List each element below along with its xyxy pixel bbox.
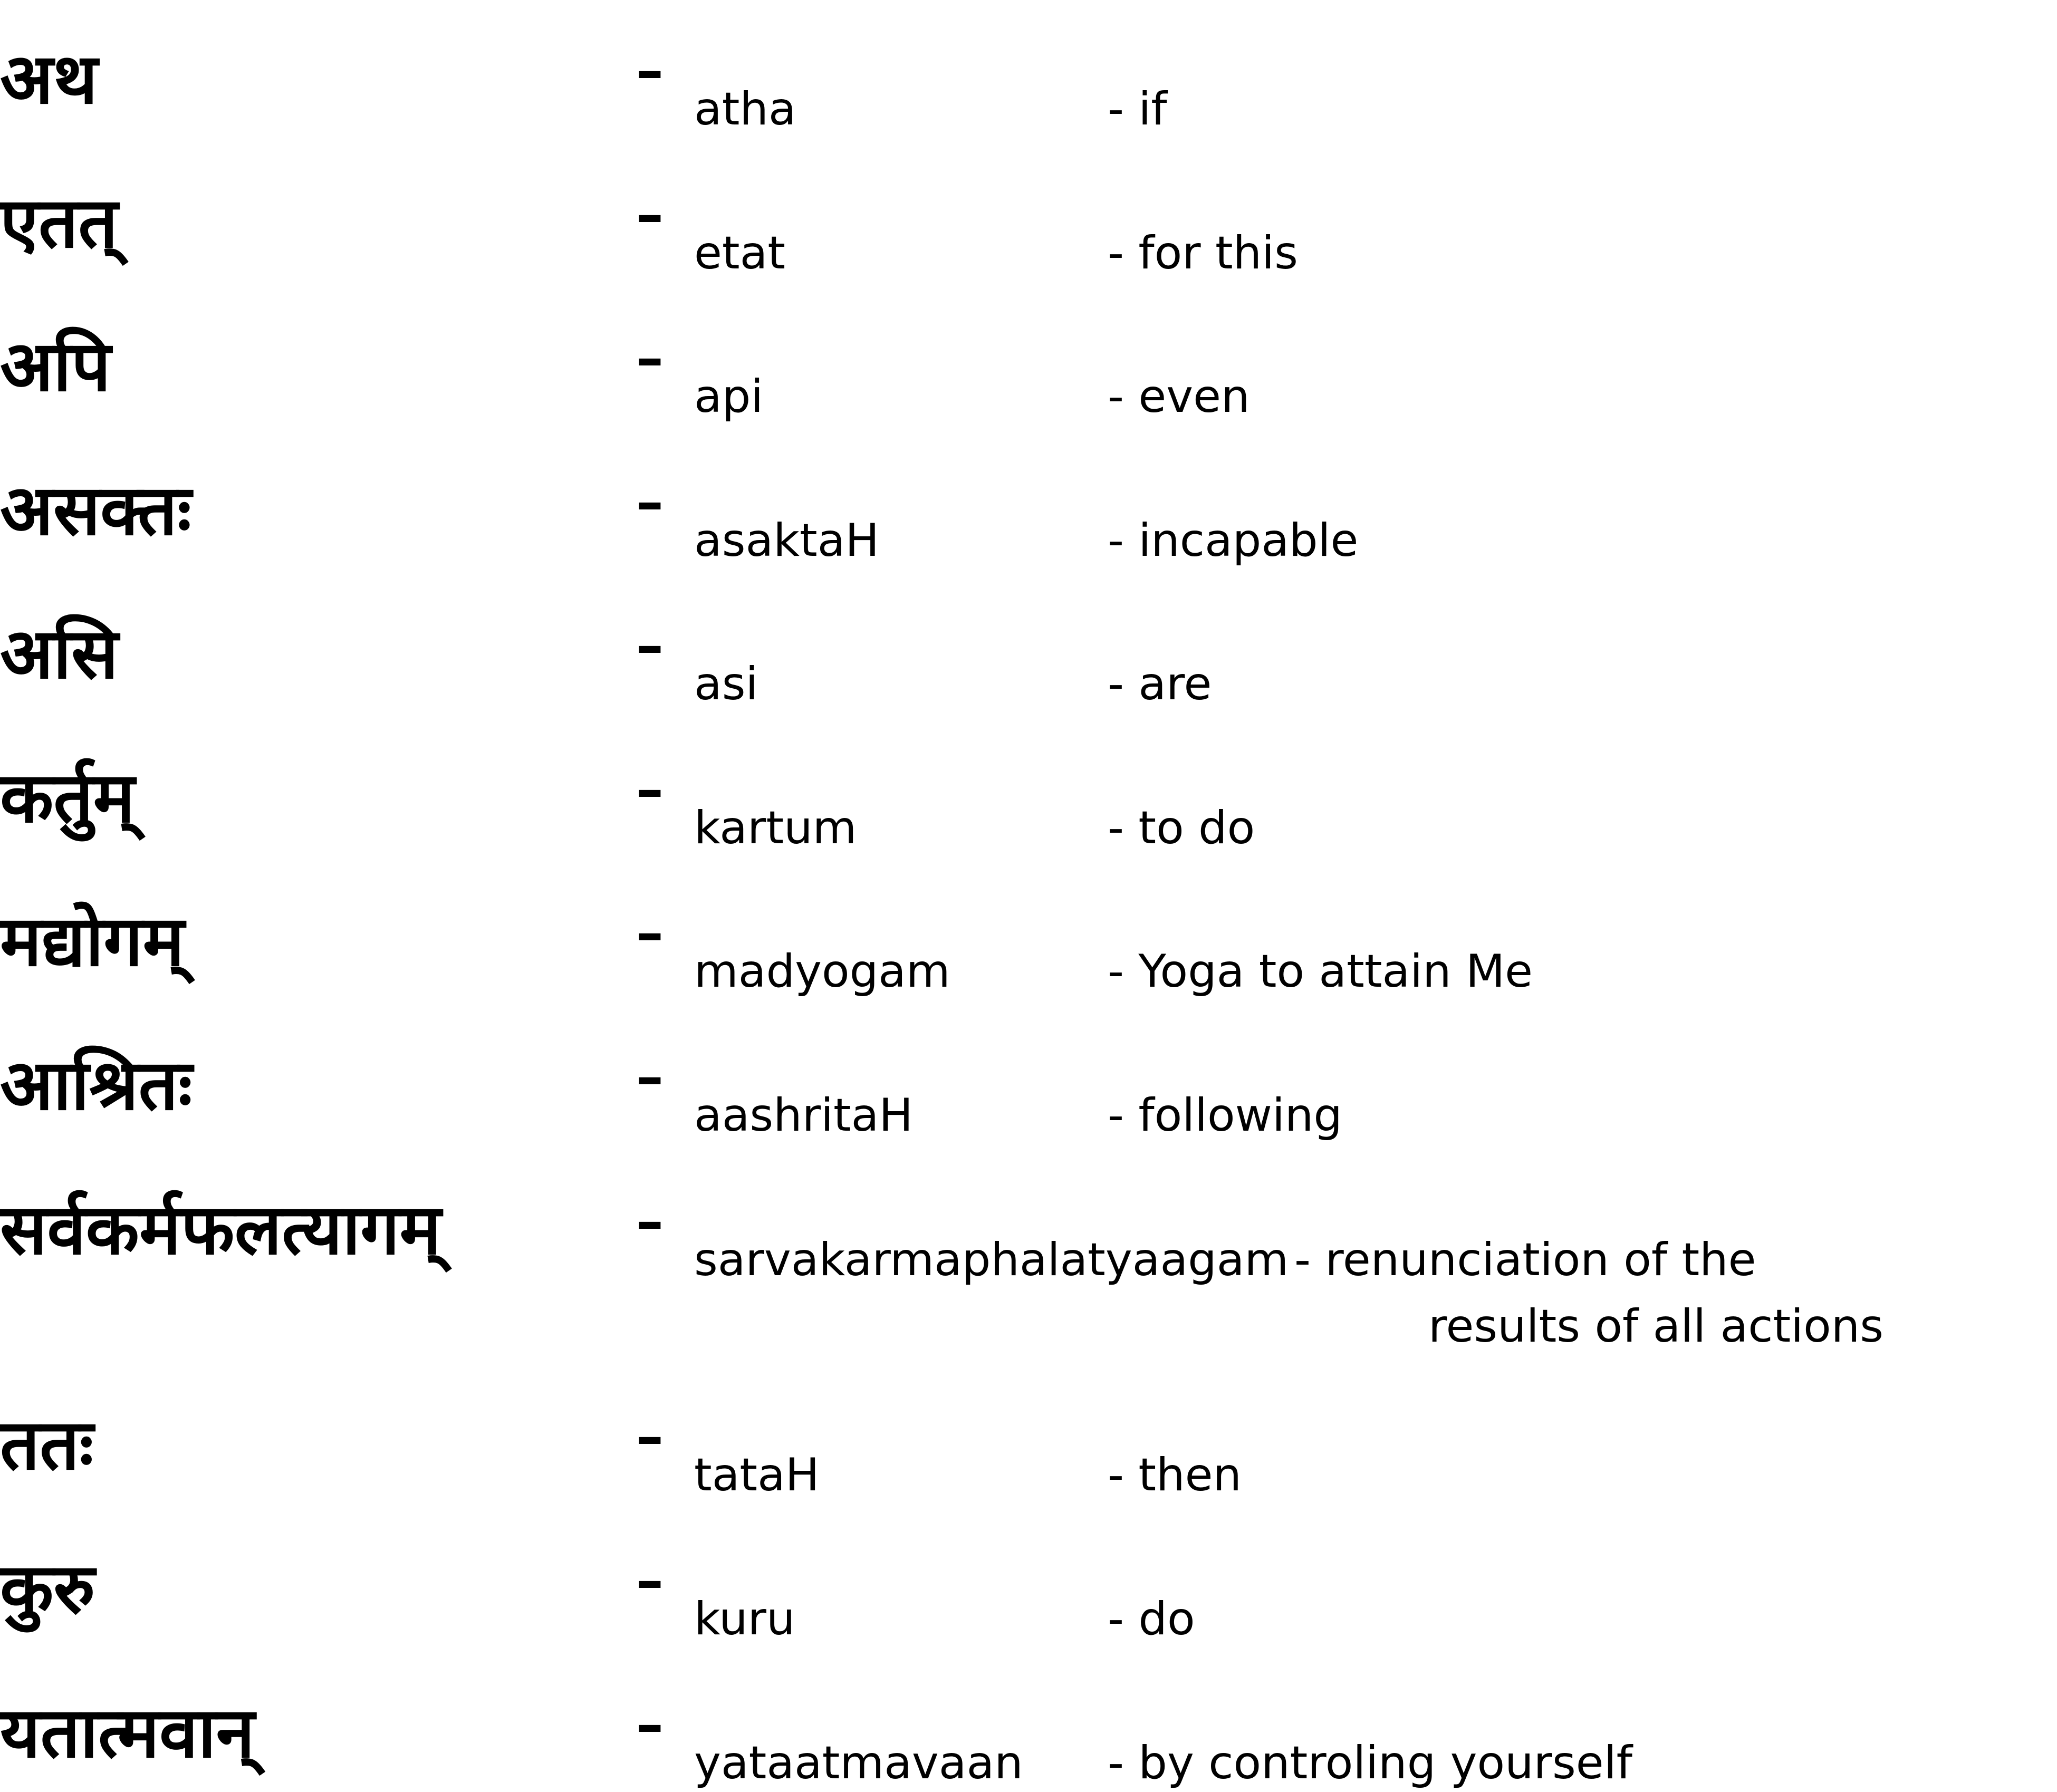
meaning: - to do (1108, 802, 1255, 854)
transliteration: api (694, 370, 764, 423)
meaning: - for this (1108, 227, 1298, 280)
vocab-row-aashritah (0, 1038, 2057, 1143)
sanskrit-word: यतात्मवान् (0, 1692, 255, 1774)
meaning: - are (1108, 658, 1212, 710)
vocab-row-kuru (0, 1541, 2057, 1647)
sanskrit-word: अथ (0, 38, 98, 120)
sanskrit-word: असि (0, 613, 119, 695)
meaning: - renunciation of the (1294, 1234, 1756, 1286)
vocab-row-asi (0, 606, 2057, 712)
sanskrit-word: एतत् (0, 182, 118, 264)
vocab-row-asaktah (0, 463, 2057, 569)
separator-dash: – (636, 613, 664, 678)
separator-dash: – (636, 1548, 664, 1613)
vocab-row-etat (0, 176, 2057, 281)
transliteration: kartum (694, 802, 857, 854)
meaning: - if (1108, 83, 1167, 136)
vocab-row-madyogam (0, 894, 2057, 999)
vocab-row-tatah (0, 1398, 2057, 1503)
meaning: - then (1108, 1449, 1242, 1501)
vocab-row-atha (0, 32, 2057, 137)
sanskrit-word: कर्तुम् (0, 757, 135, 839)
transliteration: atha (694, 83, 796, 136)
meaning: - even (1108, 370, 1250, 423)
transliteration: asaktaH (694, 514, 880, 567)
separator-dash: – (636, 1045, 664, 1109)
meaning: - Yoga to attain Me (1108, 945, 1533, 998)
separator-dash: – (636, 326, 664, 390)
sanskrit-word: कुरु (0, 1548, 95, 1630)
meaning: - incapable (1108, 514, 1359, 567)
separator-dash: – (636, 1692, 664, 1757)
vocab-row-yataatmavaan (0, 1685, 2057, 1791)
transliteration: madyogam (694, 945, 950, 998)
sanskrit-word: अपि (0, 325, 111, 407)
meaning: - by controling yourself (1108, 1737, 1632, 1789)
sanskrit-word: ततः (0, 1404, 94, 1486)
transliteration: kuru (694, 1593, 795, 1645)
transliteration: etat (694, 227, 786, 280)
separator-dash: – (636, 1189, 664, 1254)
separator-dash: – (636, 1404, 664, 1469)
separator-dash: – (636, 757, 664, 822)
sanskrit-word: असक्तः (0, 469, 191, 551)
sanskrit-word: सर्वकर्मफलत्यागम् (0, 1189, 441, 1270)
transliteration: tataH (694, 1449, 820, 1501)
separator-dash: – (636, 901, 664, 965)
separator-dash: – (636, 470, 664, 534)
vocab-row-api (0, 319, 2057, 425)
meaning: - following (1108, 1089, 1342, 1142)
transliteration: aashritaH (694, 1089, 914, 1142)
meaning: - do (1108, 1593, 1195, 1645)
sanskrit-word: मद्योगम् (0, 900, 185, 982)
sanskrit-word: आश्रितः (0, 1044, 193, 1126)
meaning-continuation: results of all actions (1428, 1300, 1884, 1353)
transliteration: sarvakarmaphalatyaagam (694, 1234, 1289, 1286)
transliteration: yataatmavaan (694, 1737, 1023, 1789)
separator-dash: – (636, 38, 664, 103)
vocab-row-kartum (0, 750, 2057, 856)
vocab-row-sarvakarmaphalatyaagam (0, 1182, 2057, 1288)
separator-dash: – (636, 182, 664, 247)
transliteration: asi (694, 658, 758, 710)
